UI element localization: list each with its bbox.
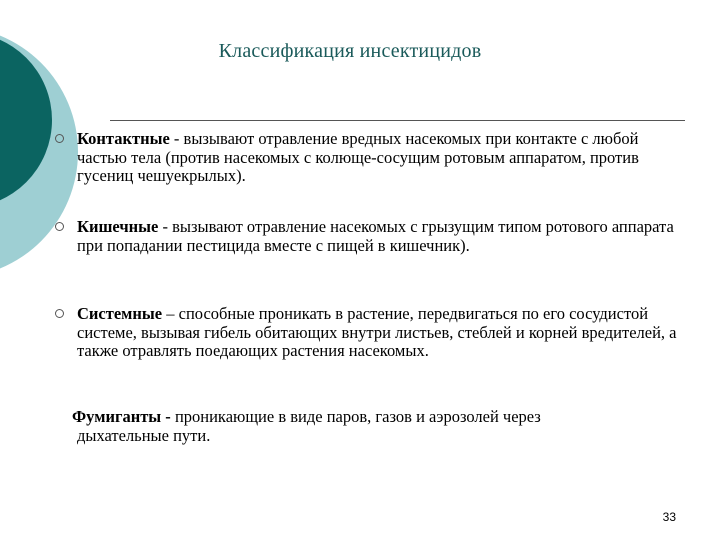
description-systemic: способные проникать в растение, передвигаться по его сосудистой системе, вызывая гибель обитающих внутри листьев, стеблей и корней вредителей, а также отравлять поедающих растения насекомых. [77, 304, 677, 360]
fumigant-line-1: проникающие в виде паров, газов и аэрозолей через [174, 407, 541, 426]
bullet-systemic [55, 305, 680, 361]
bullet-systemic-text [77, 305, 680, 361]
bullet-intestinal [55, 218, 680, 255]
description-contact: вызывают отравление вредных насекомых при контакте с любой частью тела (против насекомых с колюще-сосущим ротовым аппаратом, против гусениц чешуекрылых). [77, 129, 639, 185]
separator-contact: - [169, 129, 184, 148]
bullet-contact [55, 130, 680, 186]
fumigant-line-2: дыхательные пути. [77, 426, 211, 445]
bullet-contact-text [77, 130, 680, 186]
page-number: 33 [662, 510, 676, 524]
slide-title: Классификация инсектицидов [218, 40, 482, 62]
term-systemic: Системные [77, 304, 163, 323]
description-intestinal: вызывают отравление насекомых с грызущим типом ротового аппарата при попадании пестицида вместе с пищей в кишечник). [77, 217, 674, 255]
term-contact: Контактные [77, 129, 170, 148]
separator-intestinal: - [158, 217, 173, 236]
fumigant-paragraph [72, 407, 672, 445]
bullet-circle-icon [55, 134, 64, 143]
term-fumigant: Фумиганты - [72, 407, 175, 426]
term-intestinal: Кишечные [77, 217, 159, 236]
bullet-circle-icon [55, 309, 64, 318]
bullet-circle-icon [55, 222, 64, 231]
title-underline [110, 120, 685, 121]
separator-systemic: – [162, 304, 179, 323]
bullet-intestinal-text [77, 218, 680, 255]
